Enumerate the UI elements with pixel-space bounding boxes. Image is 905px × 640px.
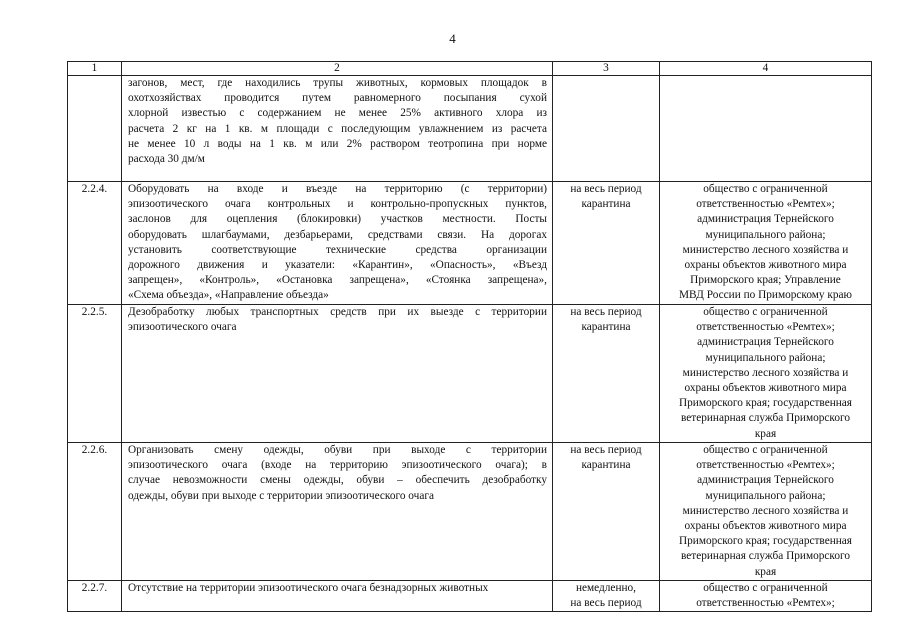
measure-text-line: Отсутствие на территории эпизоотического очага безнадзорных животных [128,581,489,594]
deadline-line: карантина [581,459,631,472]
responsible-line: ответственностью «Ремтех»; [696,198,835,211]
table-header-row [68,62,872,76]
responsible-cell [660,76,872,182]
deadline-cell [553,580,660,611]
responsible-cell [660,182,872,305]
responsible-line: ответственностью «Ремтех»; [696,321,835,334]
responsible-line: общество с ограниченной [703,581,828,594]
item-number: 2.2.7. [68,580,122,611]
page-number: 4 [449,31,456,46]
measure-text-line: установить соответствующие технические средства организации [128,243,547,256]
deadline-cell [553,182,660,305]
deadline-line: на весь период [570,444,642,456]
measure-text-line: заслонов для оцепления (блокировки) участков местности. Посты [128,213,547,226]
responsible-line: края [754,565,777,578]
responsible-line: муниципального района; [705,489,826,502]
responsible-line: края [754,427,777,440]
responsible-line: ответственностью «Ремтех»; [696,597,835,610]
responsible-line: администрация Тернейского [697,474,834,487]
deadline-cell [553,443,660,581]
measure-text-line: запрещен», «Контроль», «Остановка запрещена», «Стоянка запрещена», [128,274,547,287]
responsible-line: муниципального района; [705,351,826,364]
table-row [68,76,872,182]
responsible-line: Приморского края; государственная [678,535,853,548]
measure-text-line: «Схема объезда», «Направление объезда» [128,289,329,302]
deadline-line: карантина [581,198,631,211]
responsible-line: ответственностью «Ремтех»; [696,459,835,472]
item-number: 2.2.6. [68,443,122,581]
item-number: 2.2.4. [68,182,122,305]
responsible-cell [660,305,872,443]
measure-text-line: эпизоотического очага контрольных и контрольно-пропускных пунктов, [128,198,547,211]
responsible-line: охраны объектов животного мира [684,520,847,533]
responsible-cell [660,443,872,581]
measure-text-line: эпизоотического очага [128,321,237,334]
responsible-line: министерство лесного хозяйства и [682,504,849,517]
deadline-cell [553,305,660,443]
column-header: 3 [553,62,660,76]
responsible-line: ветеринарная служба Приморского [681,412,850,425]
responsible-line: муниципального района; [705,228,826,241]
deadline-line: карантина [581,321,631,334]
measure-text-line: Дезобработку любых транспортных средств при их выезде с территории [128,306,547,318]
table-row [68,443,872,581]
responsible-line: ветеринарная служба Приморского [681,550,850,563]
responsible-line: министерство лесного хозяйства и [682,243,849,256]
measure-text [122,443,553,581]
measure-text-line: Организовать смену одежды, обуви при выходе с территории [128,444,547,456]
measure-text [122,76,553,182]
measure-text-line: охотхозяйствах проводится путем равномерного посыпания сухой [128,92,547,105]
responsible-line: охраны объектов животного мира [684,259,847,272]
responsible-line: общество с ограниченной [703,444,828,456]
table-row [68,580,872,611]
measure-text-line: не менее 10 л воды на 1 кв. м или 2% раствором теотропина при норме [128,137,547,150]
responsible-line: общество с ограниченной [703,306,828,318]
measure-text-line: расчета 2 кг на 1 кв. м площади с последующим увлажнением из расчета [128,122,547,135]
deadline-line: на весь период [570,306,642,318]
measure-text-line: дорожного движения и указатели: «Карантин», «Опасность», «Въезд [128,259,547,272]
measure-text-line: одежды, обуви при выходе с территории эпизоотического очага [128,489,434,502]
table-row [68,182,872,305]
measure-text [122,182,553,305]
deadline-line: немедленно, [575,581,637,594]
responsible-line: Приморского края; Управление [690,274,841,287]
responsible-line: администрация Тернейского [697,336,834,349]
item-number: 2.2.5. [68,305,122,443]
deadline-line: на весь период [570,183,642,195]
deadline-cell [553,76,660,182]
responsible-line: администрация Тернейского [697,213,834,226]
column-header: 4 [660,62,872,76]
measure-text-line: расхода 30 дм/м [128,153,205,166]
measure-text-line: загонов, мест, где находились трупы животных, кормовых площадок в [128,77,547,89]
measures-table [67,61,872,612]
responsible-line: общество с ограниченной [703,183,828,195]
table-row [68,305,872,443]
measure-text [122,305,553,443]
measure-text-line: Оборудовать на входе и въезде на территорию (с территории) [128,183,547,195]
measure-text-line: случае невозможности смены одежды, обуви – обеспечить дезобработку [128,474,547,487]
responsible-line: министерство лесного хозяйства и [682,366,849,379]
column-header: 2 [122,62,553,76]
responsible-cell [660,580,872,611]
deadline-line: на весь период [570,597,642,610]
measure-text-line: хлорной известью с содержанием не менее 25% активного хлора из [128,107,547,120]
column-header: 1 [68,62,122,76]
responsible-line: охраны объектов животного мира [684,382,847,395]
measure-text-line: эпизоотического очага (входе на территорию эпизоотического очага); в [128,459,547,472]
measure-text [122,580,553,611]
measure-text-line: оборудовать шлагбаумами, дезбарьерами, средствами связи. На дорогах [128,228,547,241]
item-number [68,76,122,182]
responsible-line: Приморского края; государственная [678,397,853,410]
responsible-line: МВД России по Приморскому краю [679,289,852,302]
